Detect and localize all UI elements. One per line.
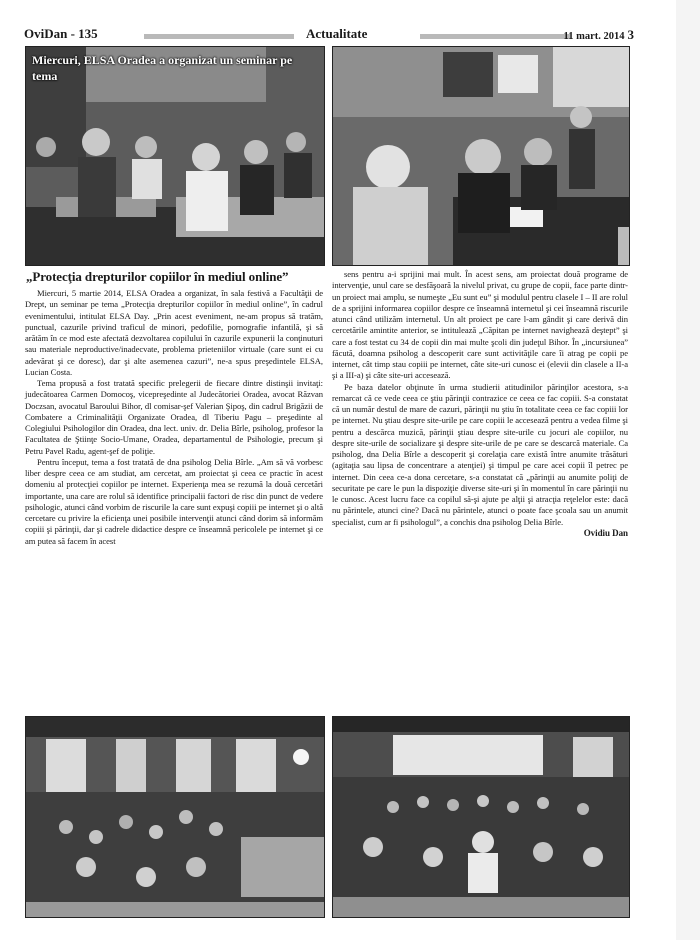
lecture-hall-photo-right	[332, 716, 630, 918]
article-paragraph: Pe baza datelor obţinute în urma studierii atitudinilor părinţilor acestora, s-a remarcat că ce vede ceea ce ştiu părinţii contrazice ce ceea ce fac copiii. S-a constatat că un număr destul de mare de cazuri, părinţii nu ştiu în totalitate ceea ce fac copiii lor pe internet. Nu ştiau despre site-urile pe care copiii le accesează pentru a vedea filme şi pentru a descărca muzică, părinţii ştiau despre site-urile cu jocuri ale copiilor, nu despre site-urile de socializare şi despre site-urile de pe care se descarcă materiale. Ca psiholog, dna Delia Bîrle a descoperit şi corelaţia care există între anumite trăsături (agitaţia sau lipsa de concentrare a atenţiei) şi timpul pe care acei copii îl petrec pe internet. Din ceea ce-a dona cercetare, s-a constatat că „părinţii au anumite poliţi de securitate pe care le pun la dispoziţie diverse site-uri şi în momentul în care părinţii nu le cunosc. Acest lucru face ca copilul să-şi ajute pe alţii şi atracţia reţelelor este: dacă nu părintele, atunci cine? Dacă nu părintele, atunci o poate face şcoala sau un anumit specialist, cum ar fi psihologul”, a conchis dna psiholog Delia Bîrle.	[332, 381, 628, 527]
lecture-hall-photo-left	[25, 716, 325, 918]
section-title: Actualitate	[306, 26, 368, 41]
publication-issue: OviDan - 135	[24, 26, 98, 41]
header-rule-left	[144, 34, 294, 39]
header-rule-right	[420, 34, 570, 39]
speakers-table-photo	[332, 46, 630, 266]
article-paragraph: Pentru început, tema a fost tratată de dna psiholog Delia Bîrle. „Am să vă vorbesc liber despre ceea ce am studiat, am cercetat, am proiectat şi ceea ce practic în acest domeniu al protecţiei copiilor pe internet. Experienţa mea se rezumă la două cercetări importante, una care are rolul să identifice principalii factori de risc din punct de vedere psihologic, atunci când vorbim de riscurile la care sunt expuşi copiii pe internet şi o altă cercetare cu privire la eficienţa unei posibile intervenţii atunci când dorim să informăm copiii şi părinţii, dar şi cadrele didactice despre ce înseamnă pericolele pe internet şi ce am putea să facem în acest	[25, 456, 323, 546]
page-number: 3	[627, 27, 634, 42]
article-title: „Protecţia drepturilor copiilor în mediul online”	[26, 269, 289, 284]
article-paragraph: sens pentru a-i sprijini mai mult. În acest sens, am proiectat două programe de intervenţie, unul care se desfăşoară la nivelul privat, cu grupe de copii, face parte dintr-un proiect mai amplu, se numeşte „Eu sunt eu” şi modulul pentru clasele I – II are rolul de a sprijini informarea copiilor despre ce înseamnă internetul şi cei înseamnă riscurile atunci când utilizăm internetul. Un alt proiect pe care l-am gândit şi care derivă din cercetările amintite anterior, se intitulează „Căpitan pe internet navighează deştept” şi care a fost testat cu 34 de copii din mai multe şcoli din judeţul Bihor. În „incursiunea” făcută, doamna psiholog a descoperit care sunt activităţile care îi atrag pe copii pe internet, cât timp stau copiii pe internet, câte site-uri cunosc ei (elevii din clasele a II-a şi a III-a) şi câte site-uri accesează.	[332, 269, 628, 381]
article-paragraph: Tema propusă a fost tratată specific prelegerii de fiecare dintre distinşii invitaţi: judecătoarea Carmen Domocoş, vicepreşedinte al Judecătoriei Oradea, avocat Răzvan Doczsan, avocatul Baroului Bihor, dl comisar-şef Valerian Şipoş, din cadrul Brigăzii de Combatere a Criminalităţii Organizate Oradea, dl Tiberiu Pagu – preşedinte al Colegiului Psihologilor din Oradea, dna lect. univ. dr. Delia Bîrle, psiholog, profesor la Facultatea de Ştiinţe Socio-Umane, Oradea, departamentul de Psihologie, precum şi Petru Pavel Radu, agent-şef de poliţie.	[25, 378, 323, 456]
page-header	[24, 26, 634, 42]
photo-caption: Miercuri, ELSA Oradea a organizat un seminar pe tema	[32, 53, 293, 83]
page-edge	[676, 0, 700, 940]
issue-date: 11 mart. 2014	[563, 31, 625, 42]
article-column-2	[332, 269, 628, 539]
article-column-1	[25, 288, 323, 547]
header-date-block	[564, 27, 634, 43]
article-paragraph: Miercuri, 5 martie 2014, ELSA Oradea a organizat, în sala festivă a Facultăţii de Drept, un seminar pe tema „Protecţia drepturilor copiilor în mediul online”, în cadrul evenimentului, intitulat ELSA Day. „Prin acest eveniment, ne-am propus să tratăm, punctual, cazurile privind traficul de minori, pedofilie, pornografie infantilă, şi să arătăm în ce mod este afectată dezvoltarea copilului în cazurile expunerii la conţinuturi sau materiale neproductive/inadecvate, problema prieteniilor virtuale (care sunt ei cu adevărat şi ce doresc), dar şi alte asemenea cazuri”, ne-a spus preşedintele ELSA, Lucian Costa.	[25, 288, 323, 377]
article-author: Ovidiu Dan	[583, 527, 628, 538]
